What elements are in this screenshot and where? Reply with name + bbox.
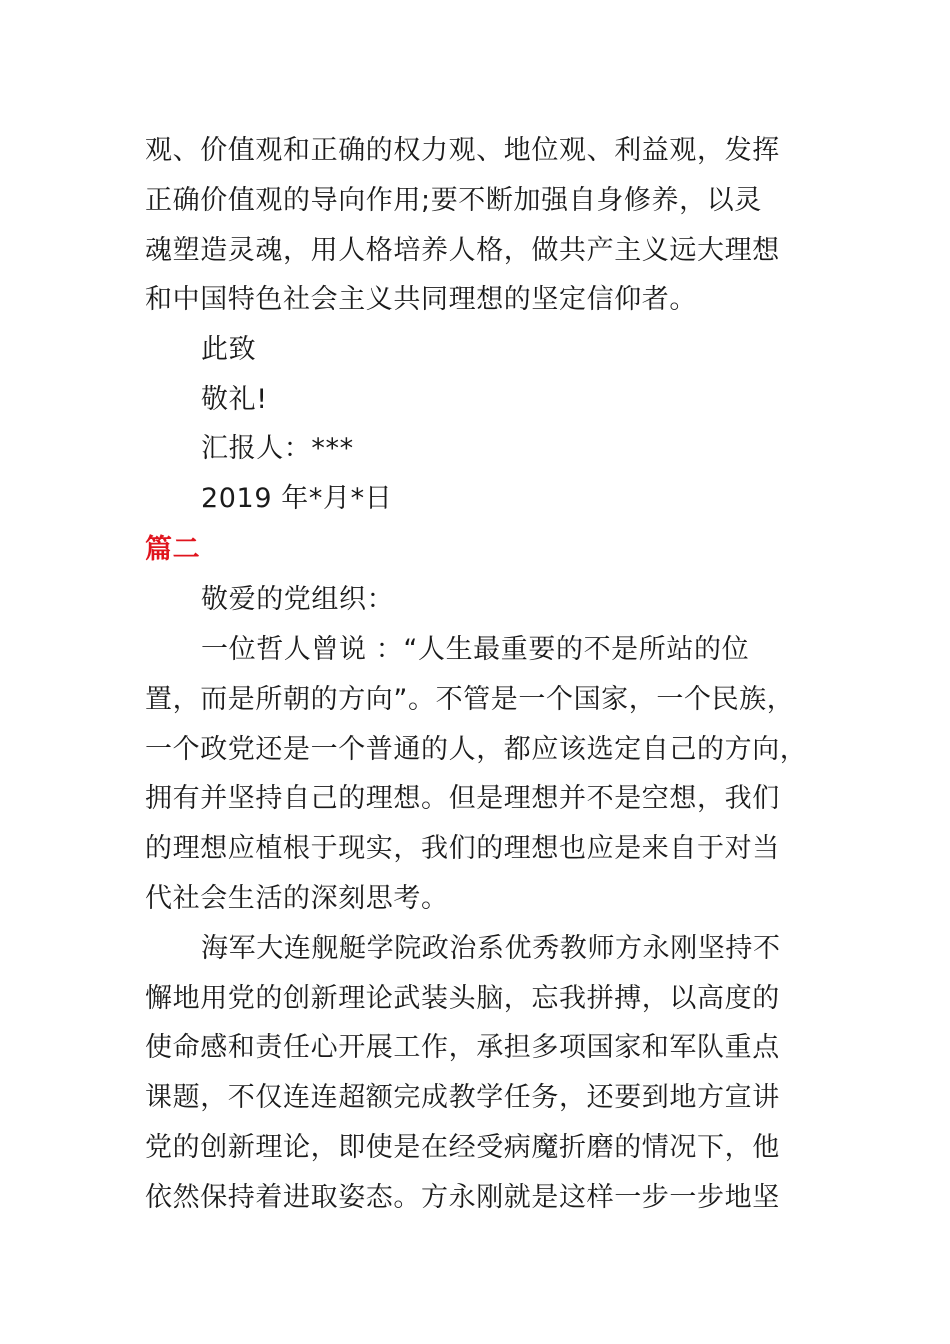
paragraph-line: 课题，不仅连连超额完成教学任务，还要到地方宣讲 xyxy=(145,1082,780,1113)
signer-line: 汇报人：*** xyxy=(201,433,354,464)
paragraph-line: 拥有并坚持自己的理想。但是理想并不是空想，我们 xyxy=(145,783,780,814)
paragraph-line: 使命感和责任心开展工作，承担多项国家和军队重点 xyxy=(145,1032,780,1063)
paragraph-line: 置，而是所朝的方向”。不管是一个国家，一个民族， xyxy=(145,684,795,715)
paragraph-line: 一个政党还是一个普通的人，都应该选定自己的方向， xyxy=(145,734,808,765)
paragraph-line: 的理想应植根于现实，我们的理想也应是来自于对当 xyxy=(145,833,780,864)
paragraph-line: 一位哲人曾说 ：“人生最重要的不是所站的位 xyxy=(201,634,750,665)
body-line: 正确价值观的导向作用;要不断加强自身修养，以灵 xyxy=(145,185,762,216)
paragraph-line: 党的创新理论，即使是在经受病魔折磨的情况下，他 xyxy=(145,1132,780,1163)
section-heading: 篇二 xyxy=(145,534,201,565)
closing-salute: 敬礼! xyxy=(201,384,268,415)
date-line: 2019 年*月*日 xyxy=(201,483,393,514)
paragraph-line: 懈地用党的创新理论武装头脑，忘我拼搏，以高度的 xyxy=(145,983,780,1014)
closing-line: 此致 xyxy=(201,334,257,365)
body-line: 魂塑造灵魂，用人格培养人格，做共产主义远大理想 xyxy=(145,235,780,266)
paragraph-line: 依然保持着进取姿态。方永刚就是这样一步一步地坚 xyxy=(145,1182,780,1213)
paragraph-line: 海军大连舰艇学院政治系优秀教师方永刚坚持不 xyxy=(201,933,781,964)
body-line: 和中国特色社会主义共同理想的坚定信仰者。 xyxy=(145,284,697,315)
paragraph-line: 代社会生活的深刻思考。 xyxy=(145,883,449,914)
body-line: 观、价值观和正确的权力观、地位观、利益观，发挥 xyxy=(145,135,780,166)
salutation: 敬爱的党组织： xyxy=(201,584,395,615)
